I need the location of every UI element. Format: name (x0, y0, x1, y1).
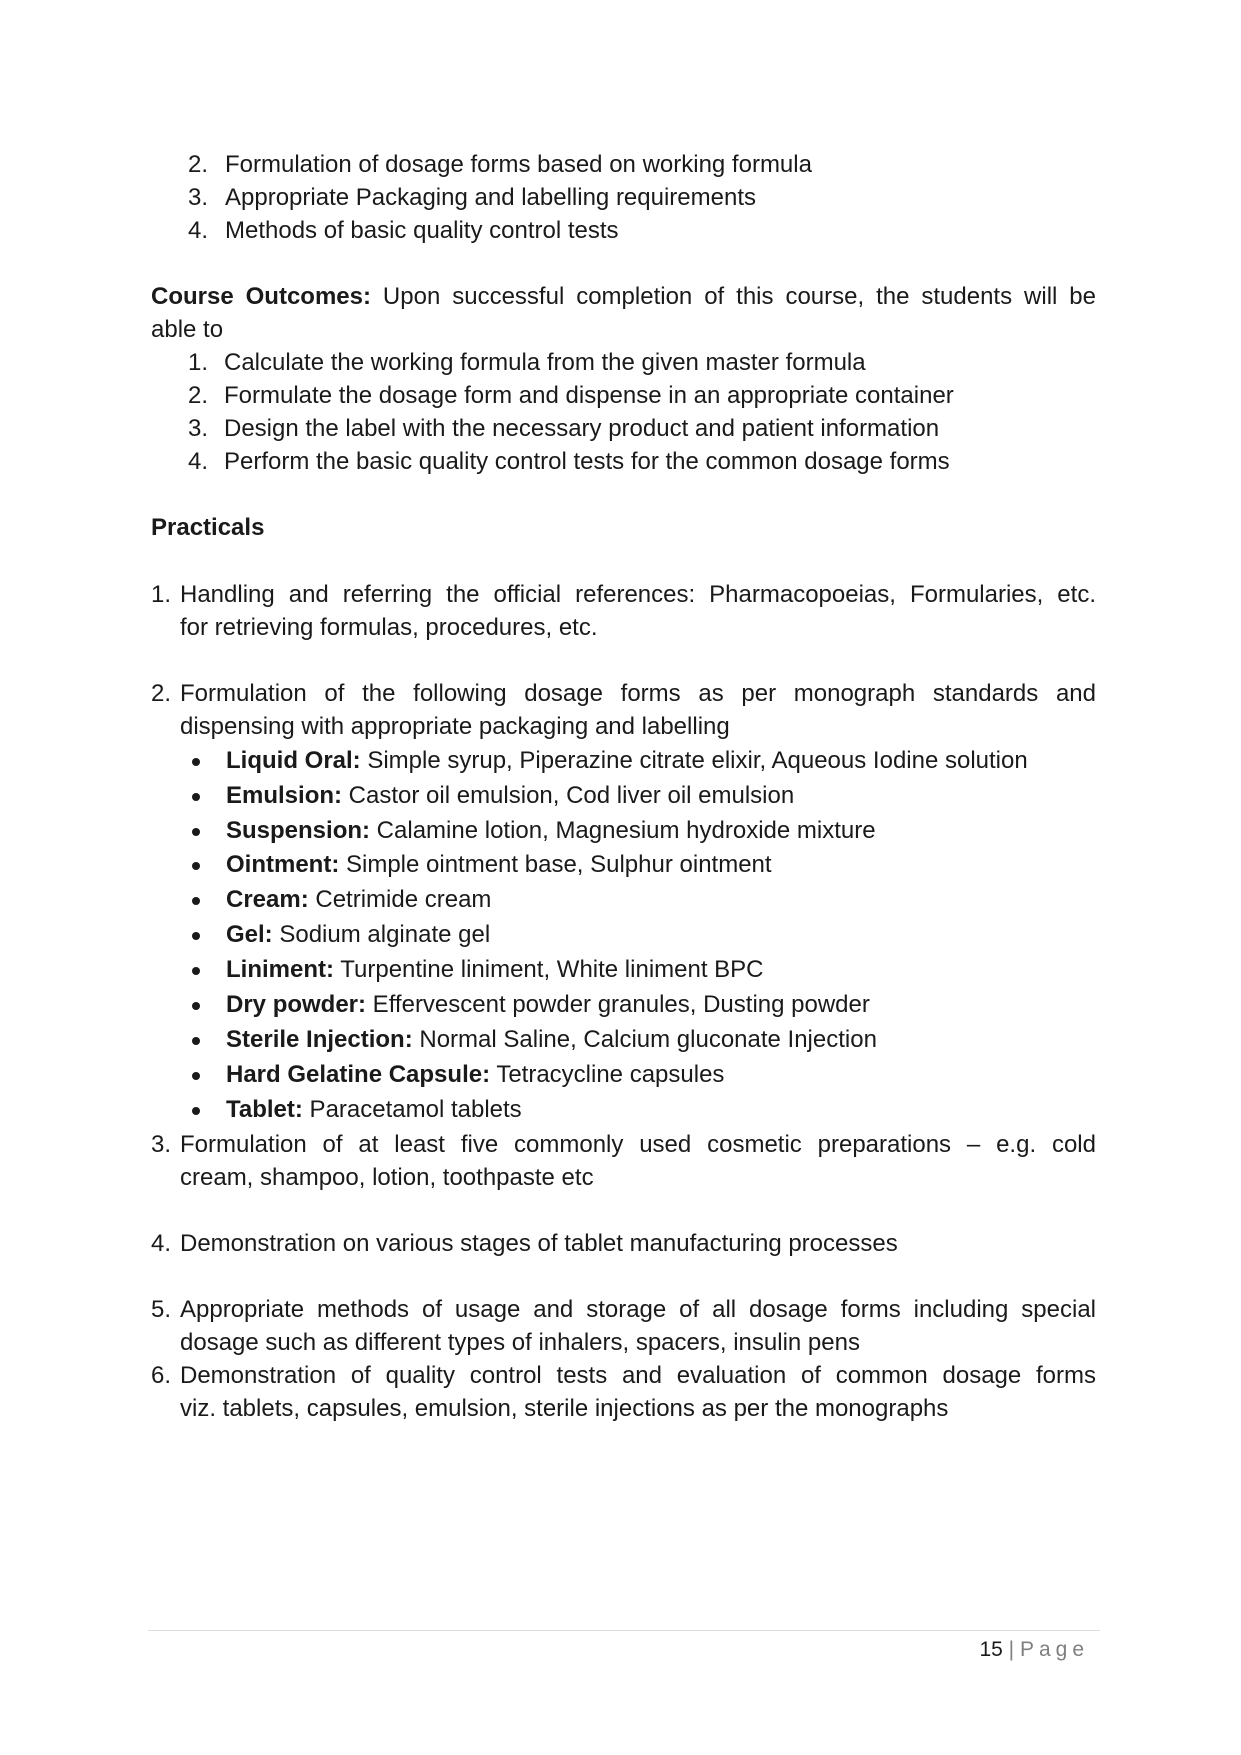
outcome-item (0, 412, 1241, 445)
list-text-line2: dosage such as different types of inhalers, spacers, insulin pens (180, 1329, 860, 1356)
dosage-form-bullet (0, 883, 1241, 918)
bullet-text: Normal Saline, Calcium gluconate Injection (412, 1026, 877, 1053)
dosage-form-bullet (0, 953, 1241, 988)
outcome-item (0, 346, 1241, 379)
list-text-line1: Appropriate methods of usage and storage of all dosage forms including special (180, 1296, 1096, 1323)
page-label: Page (1019, 1638, 1089, 1661)
bullet-text: Turpentine liniment, White liniment BPC (334, 956, 764, 983)
bullet-icon (192, 758, 200, 766)
list-number: 4. (151, 1230, 172, 1257)
list-text: Formulate the dosage form and dispense in an appropriate container (224, 382, 954, 409)
dosage-form-bullet (0, 1023, 1241, 1058)
bullet-icon (192, 1072, 200, 1080)
bullet-label: Suspension: (226, 817, 371, 844)
list-text: Design the label with the necessary product and patient information (224, 415, 940, 442)
list-text: Calculate the working formula from the given master formula (224, 349, 866, 376)
bullet-label: Cream: (226, 886, 309, 913)
dosage-form-bullet (0, 744, 1241, 779)
bullet-label: Liniment: (226, 956, 334, 983)
list-number: 3. (151, 1131, 172, 1158)
list-number: 6. (151, 1362, 172, 1389)
page-number: 15 (979, 1638, 1003, 1661)
outcome-item (0, 379, 1241, 412)
list-text-line2: cream, shampoo, lotion, toothpaste etc (180, 1164, 594, 1191)
bullet-label: Dry powder: (226, 991, 367, 1018)
practicals-heading: Practicals (151, 514, 265, 541)
course-outcomes-intro-line1: Upon successful completion of this course, the students will be (382, 283, 1096, 310)
course-outcomes-intro (151, 280, 1096, 313)
bullet-label: Sterile Injection: (226, 1026, 413, 1053)
objective-item (0, 214, 1241, 247)
bullet-text: Calamine lotion, Magnesium hydroxide mixture (370, 817, 876, 844)
dosage-form-bullet (0, 918, 1241, 953)
list-text-line1: Formulation of at least five commonly used cosmetic preparations – e.g. cold (180, 1131, 1096, 1158)
list-text: Perform the basic quality control tests for the common dosage forms (224, 448, 950, 475)
bullet-icon (192, 1037, 200, 1045)
list-text-line1: Formulation of the following dosage forms as per monograph standards and (180, 680, 1096, 707)
list-text: Formulation of dosage forms based on working formula (225, 151, 812, 178)
bullet-label: Hard Gelatine Capsule: (226, 1061, 491, 1088)
list-number: 5. (151, 1296, 172, 1323)
bullet-label: Emulsion: (226, 782, 343, 809)
bullet-text: Cetrimide cream (308, 886, 492, 913)
list-number: 3. (188, 415, 209, 442)
objective-item (0, 181, 1241, 214)
dosage-form-bullet (0, 1058, 1241, 1093)
bullet-icon (192, 1002, 200, 1010)
list-text-line2: for retrieving formulas, procedures, etc. (180, 614, 598, 641)
list-text-line2: dispensing with appropriate packaging and labelling (180, 713, 730, 740)
bullet-text: Simple ointment base, Sulphur ointment (339, 851, 772, 878)
list-number: 4. (188, 448, 209, 475)
dosage-form-bullet (0, 814, 1241, 849)
bullet-text: Effervescent powder granules, Dusting powder (366, 991, 870, 1018)
bullet-text: Simple syrup, Piperazine citrate elixir, Aqueous Iodine solution (360, 747, 1028, 774)
list-number: 2. (151, 680, 172, 707)
bullet-icon (192, 793, 200, 801)
list-number: 4. (188, 217, 209, 244)
bullet-text: Paracetamol tablets (302, 1096, 522, 1123)
list-number: 1. (188, 349, 209, 376)
list-number: 2. (188, 151, 209, 178)
course-outcomes-intro-line2: able to (151, 316, 224, 343)
bullet-text: Castor oil emulsion, Cod liver oil emulsion (342, 782, 795, 809)
list-number: 3. (188, 184, 209, 211)
bullet-icon (192, 1107, 200, 1115)
dosage-form-bullet (0, 1093, 1241, 1128)
bullet-icon (192, 897, 200, 905)
list-text-line1: Handling and referring the official references: Pharmacopoeias, Formularies, etc. (180, 581, 1096, 608)
outcome-item (0, 445, 1241, 478)
list-number: 1. (151, 581, 172, 608)
objective-item (0, 148, 1241, 181)
page-footer (979, 1633, 1089, 1666)
list-text-line2: viz. tablets, capsules, emulsion, sterile injections as per the monographs (180, 1395, 949, 1422)
footer-divider (148, 1630, 1100, 1631)
list-text: Methods of basic quality control tests (225, 217, 619, 244)
course-outcomes-heading: Course Outcomes: (151, 283, 371, 310)
list-text: Appropriate Packaging and labelling requirements (225, 184, 756, 211)
bullet-text: Tetracycline capsules (490, 1061, 725, 1088)
list-text-line1: Demonstration of quality control tests and evaluation of common dosage forms (180, 1362, 1096, 1389)
dosage-form-bullet (0, 779, 1241, 814)
bullet-text: Sodium alginate gel (272, 921, 491, 948)
list-text-line1: Demonstration on various stages of tablet manufacturing processes (180, 1230, 898, 1257)
dosage-form-bullet (0, 988, 1241, 1023)
list-number: 2. (188, 382, 209, 409)
bullet-label: Tablet: (226, 1096, 303, 1123)
bullet-icon (192, 828, 200, 836)
bullet-label: Liquid Oral: (226, 747, 361, 774)
bullet-label: Gel: (226, 921, 273, 948)
bullet-label: Ointment: (226, 851, 340, 878)
bullet-icon (192, 967, 200, 975)
footer-separator: | (1008, 1638, 1015, 1661)
bullet-icon (192, 932, 200, 940)
dosage-form-bullet (0, 848, 1241, 883)
bullet-icon (192, 862, 200, 870)
